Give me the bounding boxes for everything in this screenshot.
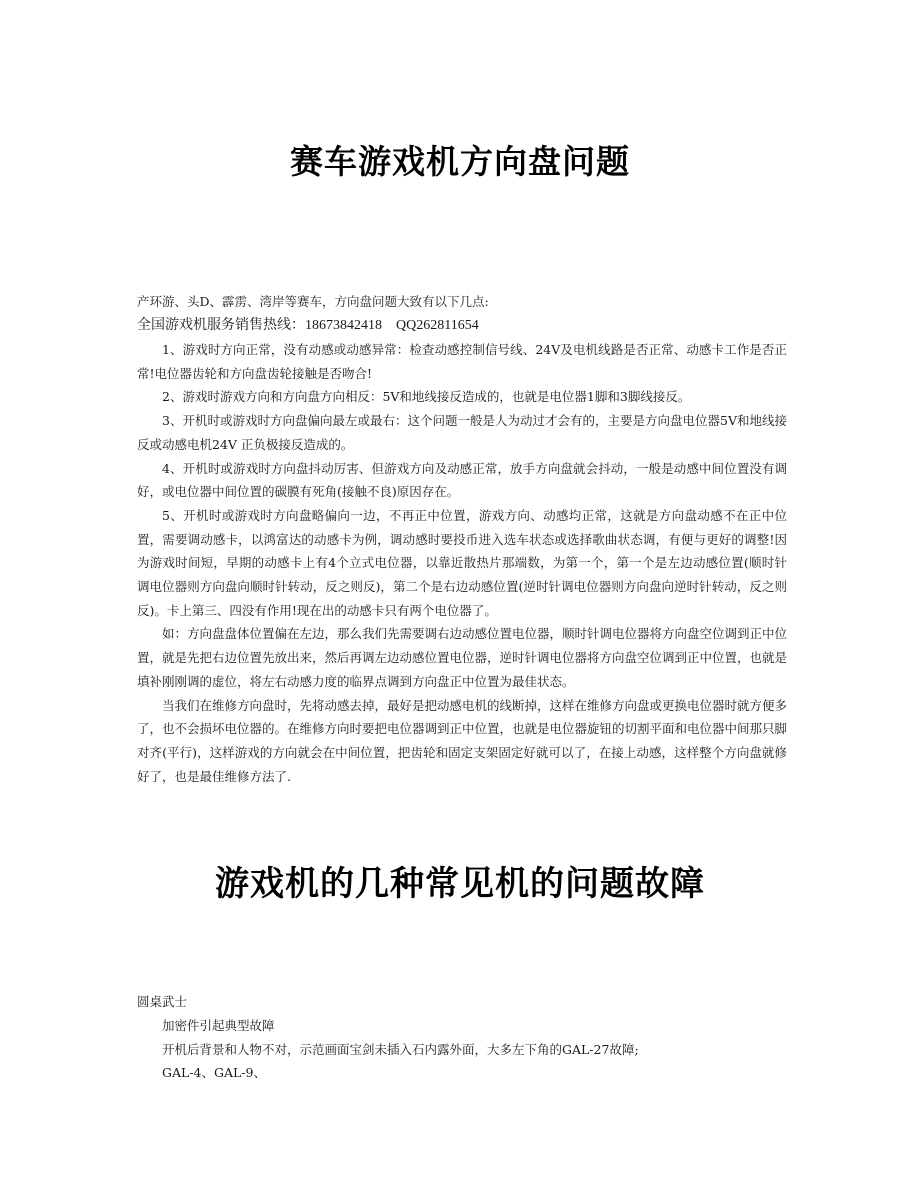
fault-description: 开机后背景和人物不对，示范画面宝剑未插入石内露外面，大多左下角的GAL-27故障; (162, 1041, 639, 1057)
paragraph-example: 如：方向盘盘体位置偏在左边，那么我们先需要调右边动感位置电位器，顺时针调电位器将方向盘空位调到正中位置，就是先把右边位置先放出来，然后再调左边动感位置电位器，逆时针调电位器将方向盘空位调到正中位置，也就是填补刚刚调的虚位，将左右动感力度的临界点调到方向盘正中位置为最佳状态。 (137, 626, 788, 689)
hotline-line (137, 314, 787, 338)
intro-line: 产环游、头D、霹雳、湾岸等赛车，方向盘问题大致有以下几点: (137, 294, 489, 309)
hotline-phone: 全国游戏机服务销售热线：18673842418 (137, 318, 382, 333)
paragraph-repair-tips: 当我们在维修方向盘时，先将动感去掉，最好是把动感电机的线断掉，这样在维修方向盘或更换电位器时就方便多了，也不会损坏电位器的。在维修方向时要把电位器调到正中位置，也就是电位器旋钮的切割平面和电位器中间那只脚对齐(平行)，这样游戏的方向就会在中间位置，把齿轮和固定支架固定好就可以了，在接上动感，这样整个方向盘就修好了，也是最佳维修方法了. (137, 697, 788, 784)
fault-heading: 加密件引起典型故障 (162, 1018, 275, 1033)
section-common-faults (137, 990, 787, 1085)
paragraph-2: 2、游戏时游戏方向和方向盘方向相反：5V和地线接反造成的，也就是电位器1脚和3脚线接反。 (162, 389, 691, 405)
paragraph-1: 1、游戏时方向正常，没有动感或动感异常：检查动感控制信号线、24V及电机线路是否正常、动感卡工作是否正常!电位器齿轮和方向盘齿轮接触是否吻合! (137, 342, 787, 381)
fault-parts: GAL-4、GAL-9、 (162, 1065, 266, 1080)
game-name: 圆桌武士 (137, 994, 188, 1009)
section-steering-wheel (137, 290, 787, 788)
paragraph-3: 3、开机时或游戏时方向盘偏向最左或最右：这个问题一般是人为动过才会有的，主要是方向盘电位器5V和地线接反或动感电机24V 正负极接反造成的。 (137, 413, 787, 452)
hotline-qq: QQ262811654 (396, 318, 479, 333)
paragraph-5: 5、开机时或游戏时方向盘略偏向一边，不再正中位置，游戏方向、动感均正常，这就是方向盘动感不在正中位置，需要调动感卡，以鸿富达的动感卡为例，调动感时要投币进入选车状态或选择歌曲状态调，有便与更好的调整!因为游戏时间短，早期的动感卡上有4个立式电位器，以靠近散热片那端数，为第一个，第一个是左边动感位置(顺时针调电位器则方向盘向顺时针转动，反之则反)，第二个是右边动感位置(逆时针调电位器则方向盘向逆时针转动，反之则反)。卡上第三、四没有作用!现在出的动感卡只有两个电位器了。 (137, 507, 787, 618)
paragraph-4: 4、开机时或游戏时方向盘抖动厉害、但游戏方向及动感正常，放手方向盘就会抖动，一般是动感中间位置没有调好，或电位器中间位置的碳膜有死角(接触不良)原因存在。 (137, 460, 787, 500)
section-title-common-faults: 游戏机的几种常见机的问题故障 (215, 864, 705, 904)
page-title: 赛车游戏机方向盘问题 (290, 142, 630, 181)
